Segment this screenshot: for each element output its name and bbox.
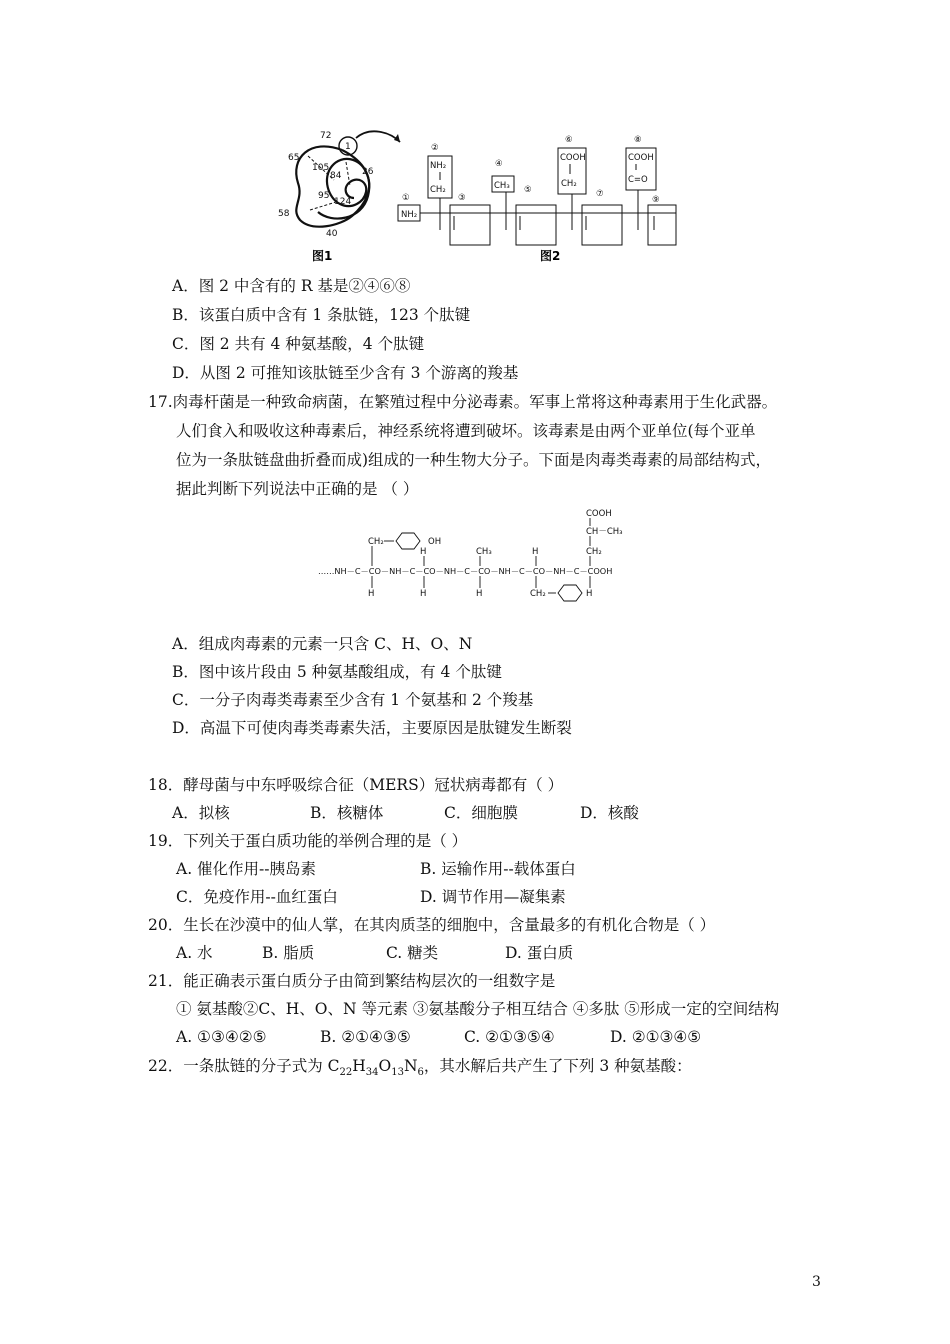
loop-label: 1 <box>345 142 351 152</box>
formula-h: H <box>420 547 427 557</box>
q16-option-a: A．图 2 中含有的 R 基是②④⑥⑧ <box>172 277 411 295</box>
marker: ⑤ <box>524 185 532 195</box>
arrow-connector <box>356 131 400 142</box>
q22-sub-h: 34 <box>365 1067 379 1079</box>
formula-h: H <box>586 589 593 599</box>
formula-r5-mid: CH－CH₃ <box>586 527 623 537</box>
formula-r4: CH₂ <box>530 589 546 599</box>
q19-option-c: C．免疫作用--血红蛋白 <box>176 888 338 906</box>
q22-o: O <box>378 1057 392 1075</box>
loop-label: 105 <box>312 163 330 173</box>
loop-label: 26 <box>362 167 374 177</box>
q22-h: H <box>352 1057 366 1075</box>
q22-stem <box>148 1056 692 1083</box>
q16-option-b: B．该蛋白质中含有 1 条肽链，123 个肽键 <box>172 306 471 324</box>
benzene-ring-icon <box>396 533 420 549</box>
q18-option-d: D．核酸 <box>580 804 639 822</box>
q18-stem: 18．酵母菌与中东呼吸综合征（MERS）冠状病毒都有（ ） <box>148 776 564 794</box>
loop-label: 124 <box>334 197 352 207</box>
q17-stem-line4: 据此判断下列说法中正确的是 （ ） <box>176 480 419 498</box>
group8-mid: C=O <box>628 175 648 185</box>
formula-h: H <box>368 589 375 599</box>
marker: ④ <box>495 159 503 169</box>
toxin-structure-formula <box>318 506 640 602</box>
formula-h: H <box>476 589 483 599</box>
q22-sub-o: 13 <box>391 1067 404 1079</box>
marker: ⑨ <box>652 195 660 205</box>
q20-option-b: B. 脂质 <box>262 944 315 962</box>
q20-stem: 20．生长在沙漠中的仙人掌，在其肉质茎的细胞中，含量最多的有机化合物是（ ） <box>148 916 716 934</box>
q22-stem-pre: 22．一条肽链的分子式为 C <box>148 1057 340 1075</box>
group4: CH₃ <box>494 181 510 191</box>
marker: ⑧ <box>634 135 642 145</box>
formula-r3: CH₃ <box>476 547 492 557</box>
q21-option-b: B. ②①④③⑤ <box>320 1028 411 1046</box>
q21-option-d: D. ②①③④⑤ <box>610 1028 702 1046</box>
q22-stem-post: ，其水解后共产生了下列 3 种氨基酸： <box>423 1057 692 1075</box>
q20-option-c: C. 糖类 <box>386 944 439 962</box>
loop-label: 95 <box>318 191 330 201</box>
marker: ② <box>431 143 439 153</box>
figure2-caption: 图2 <box>540 249 561 263</box>
q20-option-d: D. 蛋白质 <box>505 944 574 962</box>
formula-h: H <box>420 589 427 599</box>
q17-option-b: B．图中该片段由 5 种氨基酸组成，有 4 个肽键 <box>172 663 502 681</box>
loop-label: 40 <box>326 229 338 239</box>
q16-option-c: C．图 2 共有 4 种氨基酸，4 个肽键 <box>172 335 425 353</box>
loop-label: 84 <box>330 171 342 181</box>
q21-stem: 21．能正确表示蛋白质分子由简到繁结构层次的一组数字是 <box>148 972 556 990</box>
q21-items: ① 氨基酸②C、H、O、N 等元素 ③氨基酸分子相互结合 ④多肽 ⑤形成一定的空间结构 <box>176 1000 780 1018</box>
page-number: 3 <box>812 1274 821 1290</box>
marker: ① <box>402 193 410 203</box>
q17-stem-line3: 位为一条肽链盘曲折叠而成)组成的一种生物大分子。下面是肉毒类毒素的局部结构式， <box>176 451 772 469</box>
q22-sub-n: 6 <box>417 1067 424 1079</box>
q21-option-c: C. ②①③⑤④ <box>464 1028 555 1046</box>
group2-top: NH₂ <box>430 161 447 171</box>
box-9 <box>648 205 676 245</box>
q18-option-c: C．细胞膜 <box>444 804 518 822</box>
q18-option-b: B．核糖体 <box>310 804 384 822</box>
q19-option-a: A. 催化作用--胰岛素 <box>176 860 317 878</box>
q17-option-d: D．高温下可使肉毒类毒素失活，主要原因是肽键发生断裂 <box>172 719 572 737</box>
q19-option-d: D. 调节作用—凝集素 <box>420 888 566 906</box>
q21-option-a: A. ①③④②⑤ <box>176 1028 267 1046</box>
box-7 <box>582 205 622 245</box>
group6-top: COOH <box>560 153 586 163</box>
q17-option-a: A．组成肉毒素的元素一只含 C、H、O、N <box>172 635 473 653</box>
formula-r5-top: COOH <box>586 509 612 519</box>
group8-top: COOH <box>628 153 654 163</box>
box-3 <box>450 205 490 245</box>
group2-mid: CH₂ <box>430 185 446 195</box>
q22-n: N <box>403 1057 418 1075</box>
q18-option-a: A．拟核 <box>172 804 230 822</box>
formula-r1-oh: OH <box>428 537 442 547</box>
q20-option-a: A. 水 <box>176 944 213 962</box>
group6-mid: CH₂ <box>561 179 577 189</box>
figure-protein-structure <box>270 128 690 270</box>
q17-option-c: C．一分子肉毒类毒素至少含有 1 个氨基和 2 个羧基 <box>172 691 534 709</box>
formula-r5-low: CH₂ <box>586 547 602 557</box>
loop-label: 65 <box>288 153 300 163</box>
q17-stem-line1: 17.肉毒杆菌是一种致命病菌，在繁殖过程中分泌毒素。军事上常将这种毒素用于生化武器。 <box>148 393 778 411</box>
q22-sub-c: 22 <box>339 1067 353 1079</box>
formula-h: H <box>532 547 539 557</box>
figure2-peptide <box>398 135 676 245</box>
q16-option-d: D．从图 2 可推知该肽链至少含有 3 个游离的羧基 <box>172 364 519 382</box>
benzene-ring-icon <box>558 585 582 601</box>
marker: ③ <box>458 193 466 203</box>
marker: ⑦ <box>596 189 604 199</box>
formula-r1: CH₂ <box>368 537 384 547</box>
box-5 <box>516 205 556 245</box>
loop-label: 58 <box>278 209 290 219</box>
loop-label: 72 <box>320 131 332 141</box>
q19-stem: 19．下列关于蛋白质功能的举例合理的是（ ） <box>148 832 468 850</box>
q19-option-b: B. 运输作用--载体蛋白 <box>420 860 576 878</box>
marker: ⑥ <box>565 135 573 145</box>
figure1-folded-chain <box>296 137 369 227</box>
q17-stem-line2: 人们食入和吸收这种毒素后，神经系统将遭到破坏。该毒素是由两个亚单位(每个亚单 <box>176 422 756 440</box>
figure1-caption: 图1 <box>312 249 333 263</box>
formula-main-chain: ……NH－C－CO－NH－C－CO－NH－C－CO－NH－C－CO－NH－C－COOH <box>318 566 613 576</box>
nh2-left: NH₂ <box>401 210 418 220</box>
